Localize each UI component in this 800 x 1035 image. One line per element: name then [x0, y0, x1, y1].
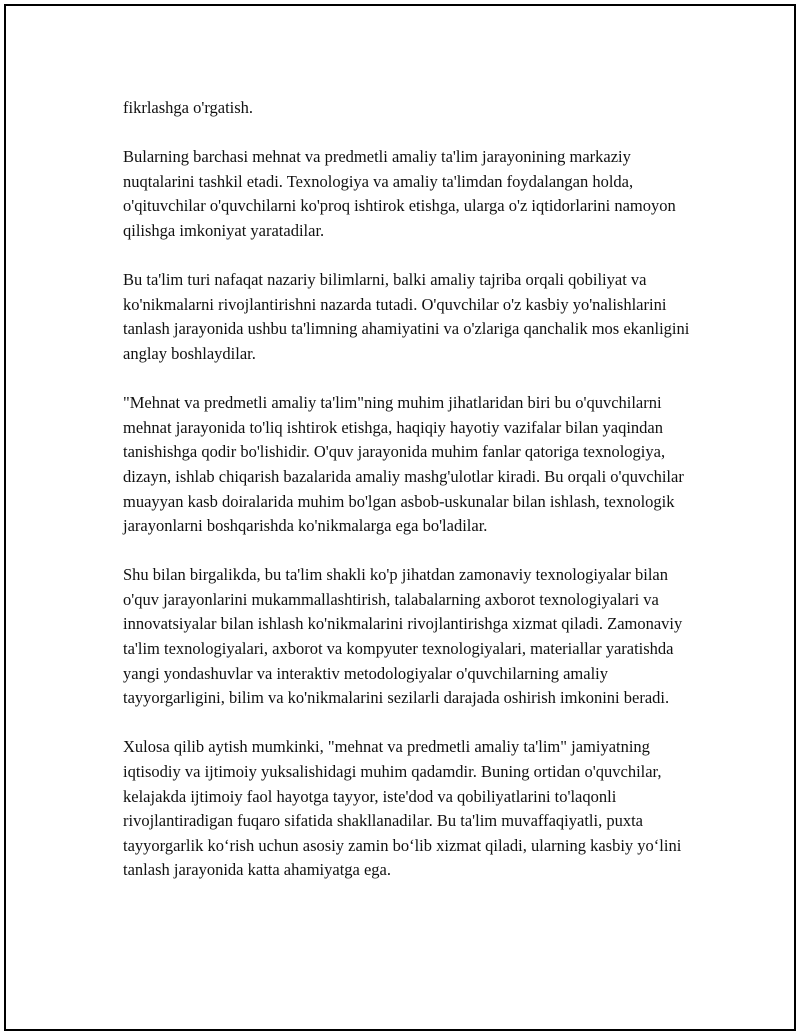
paragraph-key-aspects: "Mehnat va predmetli amaliy ta'lim"ning muhim jihatlaridan biri bu o'quvchilarni mehnat jarayonida to'liq ishtirok etishga, haqiqiy hayotiy vazifalar bilan yaqindan tanishishga qodir bo'lishidir. O'quv jarayonida muhim fanlar qatoriga texnologiya, dizayn, ishlab chiqarish bazalarida amaliy mashg'ulotlar kiradi. Bu orqali o'quvchilar muayyan kasb doiralarida muhim bo'lgan asbob-uskunalar bilan ishlash, texnologik jarayonlarni boshqarishda ko'nikmalarga ega bo'ladilar. [123, 393, 684, 536]
paragraph-modern-technologies: Shu bilan birgalikda, bu ta'lim shakli ko'p jihatdan zamonaviy texnologiyalar bilan o'quv jarayonlarini mukammallashtirish, talabalarning axborot texnologiyalari va innovatsiyalar bilan ishlash ko'nikmalarini rivojlantirishga xizmat qiladi. Zamonaviy ta'lim texnologiyalari, axborot va kompyuter texnologiyalari, materiallar yaratishda yangi yondashuvlar va interaktiv metodologiyalar o'quvchilarning amaliy tayyorgarligini, bilim va ko'nikmalarini sezilarli darajada oshirish imkonini beradi. [123, 565, 683, 708]
paragraph-central-points: Bularning barchasi mehnat va predmetli amaliy ta'lim jarayonining markaziy nuqtalarini tashkil etadi. Texnologiya va amaliy ta'limdan foydalangan holda, o'qituvchilar o'quvchilarni ko'proq ishtirok etishga, ularga o'z iqtidorlarini namoyon qilishga imkoniyat yaratadilar. [123, 147, 676, 240]
paragraph-practical-skills: Bu ta'lim turi nafaqat nazariy bilimlarni, balki amaliy tajriba orqali qobiliyat va ko'nikmalarni rivojlantirishni nazarda tutadi. O'quvchilar o'z kasbiy yo'nalishlarini tanlash jarayonida ushbu ta'limning ahamiyatini va o'zlariga qanchalik mos ekanligini anglay boshlaydilar. [123, 270, 690, 363]
paragraph-conclusion: Xulosa qilib aytish mumkinki, "mehnat va predmetli amaliy ta'lim" jamiyatning iqtisodiy va ijtimoiy yuksalishidagi muhim qadamdir. Buning ortidan o'quvchilar, kelajakda ijtimoiy faol hayotga tayyor, iste'dod va qobiliyatlarini to'laqonli rivojlantiradigan fuqaro sifatida shakllanadilar. Bu ta'lim muvaffaqiyatli, puxta tayyorgarlik ko‘rish uchun asosiy zamin bo‘lib xizmat qiladi, ularning kasbiy yo‘lini tanlash jarayonida katta ahamiyatga ega. [123, 737, 682, 880]
document-body [123, 96, 699, 883]
paragraph-continuation: fikrlashga o'rgatish. [123, 98, 254, 117]
page-frame [4, 4, 796, 1031]
